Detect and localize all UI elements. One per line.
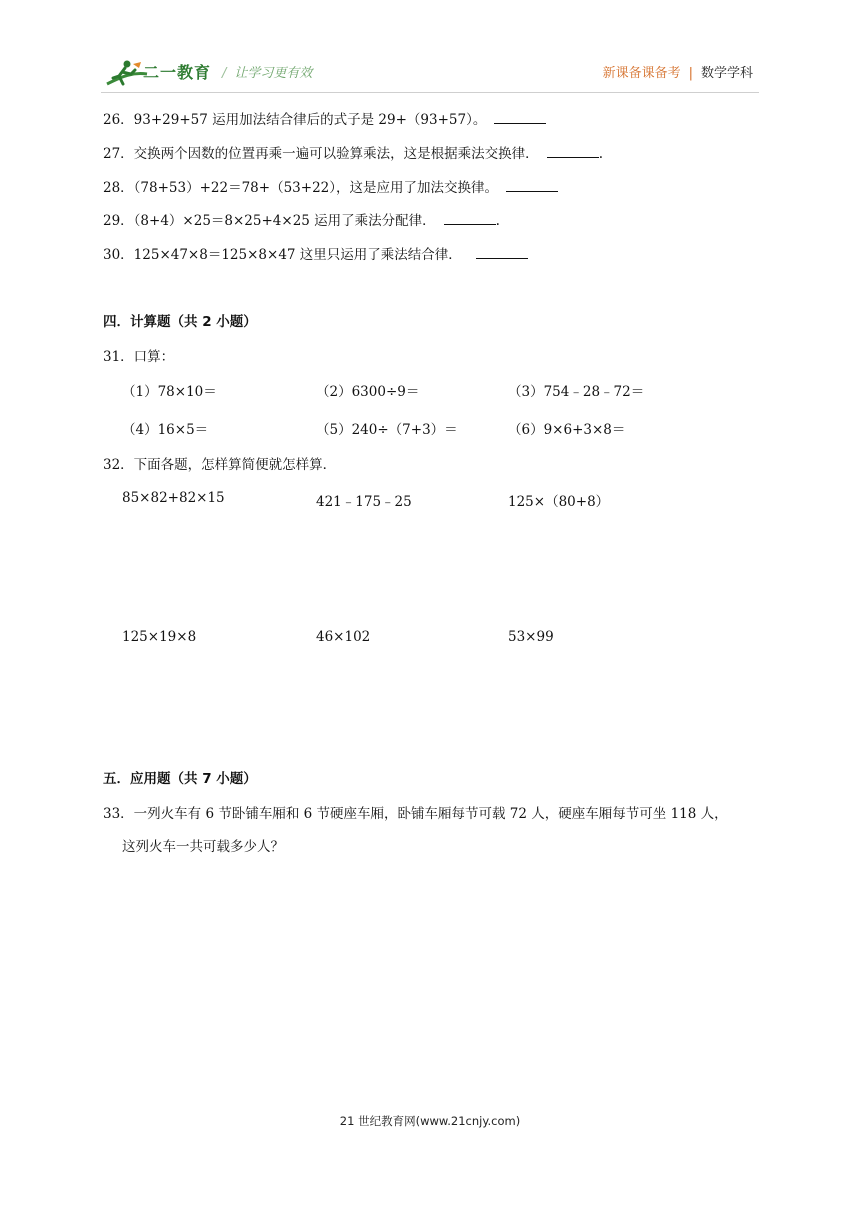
question-26-text: 26．93+29+57 运用加法结合律后的式子是 29+（93+57）。 <box>103 112 487 128</box>
question-30 <box>103 243 528 263</box>
header-rule <box>101 92 759 93</box>
simplify-item: 46×102 <box>316 629 371 645</box>
question-27-tail: . <box>598 146 603 162</box>
oral-calc-item: （2）6300÷9＝ <box>316 384 420 400</box>
question-31-stem: 31．口算： <box>103 349 175 365</box>
simplify-item: 53×99 <box>508 629 554 645</box>
question-32-stem: 32．下面各题，怎样算简便就怎样算． <box>103 457 337 473</box>
slogan-text: 让学习更有效 <box>234 66 313 81</box>
header-subject-label: 数学学科 <box>700 66 753 81</box>
question-28 <box>103 176 558 196</box>
header-divider: | <box>688 66 693 81</box>
page-footer: 21 世纪教育网(www.21cnjy.com) <box>339 1114 521 1128</box>
answer-blank-29[interactable] <box>444 212 496 225</box>
question-28-text: 28．（78+53）+22＝78+（53+22），这是应用了加法交换律。 <box>103 180 498 196</box>
question-33-line-1: 33．一列火车有 6 节卧铺车厢和 6 节硬座车厢，卧铺车厢每节可载 72 人，硬座车厢每节可坐 118 人， <box>103 806 728 822</box>
header-right <box>603 62 753 81</box>
oral-calc-item: （3）754﹣28﹣72＝ <box>508 384 645 400</box>
question-26 <box>103 108 546 128</box>
header-course-label: 新课备课备考 <box>602 66 681 81</box>
simplify-item: 125×（80+8） <box>508 494 610 510</box>
simplify-item: 85×82+82×15 <box>122 490 225 506</box>
page-header <box>0 0 860 96</box>
oral-calc-item: （1）78×10＝ <box>122 384 217 400</box>
question-29 <box>103 209 500 229</box>
logo-text: 二一教育 <box>143 63 212 82</box>
section-4-title: 四．计算题（共 2 小题） <box>103 314 257 330</box>
question-30-text: 30．125×47×8＝125×8×47 这里只运用了乘法结合律． <box>103 247 462 263</box>
answer-blank-26[interactable] <box>494 111 546 124</box>
section-5-title: 五．应用题（共 7 小题） <box>103 771 257 787</box>
simplify-item: 421﹣175﹣25 <box>316 494 412 510</box>
simplify-item: 125×19×8 <box>122 629 197 645</box>
question-29-text: 29．（8+4）×25＝8×25+4×25 运用了乘法分配律． <box>103 213 436 229</box>
question-33-line-2: 这列火车一共可载多少人？ <box>122 839 284 855</box>
slogan-separator: / <box>222 66 227 81</box>
answer-blank-30[interactable] <box>476 246 528 259</box>
answer-blank-27[interactable] <box>547 145 599 158</box>
question-27-text: 27．交换两个因数的位置再乘一遍可以验算乘法，这是根据乘法交换律． <box>103 146 539 162</box>
question-27 <box>103 142 603 162</box>
oral-calc-item: （5）240÷（7+3）＝ <box>316 422 458 438</box>
oral-calc-item: （6）9×6+3×8＝ <box>508 422 626 438</box>
question-29-tail: . <box>495 213 500 229</box>
answer-blank-28[interactable] <box>506 179 558 192</box>
header-slogan <box>222 62 312 81</box>
oral-calc-item: （4）16×5＝ <box>122 422 209 438</box>
